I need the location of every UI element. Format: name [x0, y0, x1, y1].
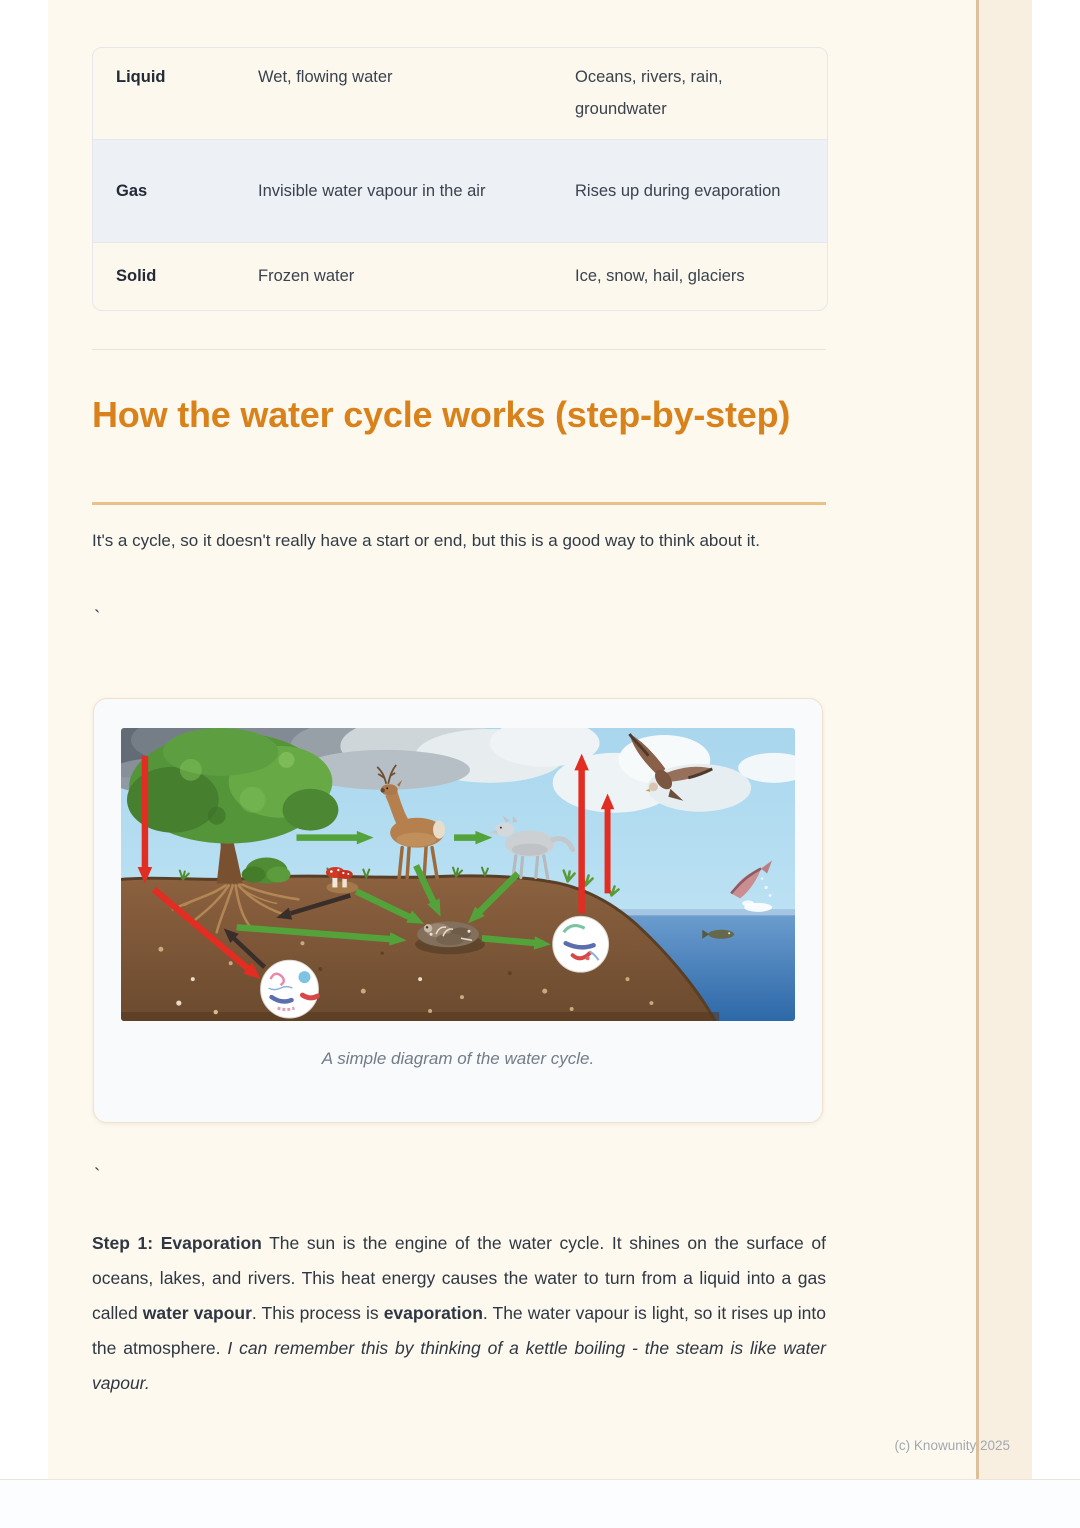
section-divider [92, 349, 826, 350]
microbe-circle-left [261, 960, 319, 1018]
step1-paragraph [92, 1226, 826, 1401]
table-cell-examples: Oceans, rivers, rain, groundwater [575, 68, 723, 118]
stray-backtick: ` [94, 608, 101, 629]
heading-underline [92, 502, 826, 505]
step1-text: . The water vapour is light, so it rises up into the atmosphere. [92, 1303, 826, 1358]
section-heading: How the water cycle works (step-by-step) [92, 394, 791, 435]
term-water-vapour: water vapour [142, 1303, 252, 1323]
table-cell-description: Wet, flowing water [258, 68, 393, 86]
table-row [93, 139, 827, 242]
stray-backtick: ` [94, 1166, 101, 1187]
table-cell-description: Invisible water vapour in the air [228, 139, 537, 242]
copyright-label: (c) Knowunity 2025 [894, 1438, 1010, 1453]
table-row [93, 242, 827, 310]
table-cell-term: Liquid [116, 68, 166, 86]
intro-paragraph: It's a cycle, so it doesn't really have a start or end, but this is a good way to think about it. [92, 531, 760, 550]
term-evaporation: evaporation [383, 1303, 483, 1323]
microbe-circle-right [553, 916, 609, 972]
step1-label: Step 1: Evaporation [92, 1233, 262, 1253]
table-cell-examples: Ice, snow, hail, glaciers [537, 242, 827, 310]
step1-text: The sun is the engine of the water cycle. It shines on the surface of oceans, lakes, and rivers. This heat energy causes the water to turn from a liquid into a gas called [92, 1233, 826, 1323]
table-cell-term: Gas [93, 139, 228, 242]
step1-text: . This process is [251, 1303, 384, 1323]
soil-bottom-shade [121, 1012, 719, 1021]
figure-caption: A simple diagram of the water cycle. [321, 1049, 595, 1068]
table-cell-description: Frozen water [228, 242, 537, 310]
table-row [93, 48, 827, 139]
table-cell-examples: Rises up during evaporation [537, 139, 827, 242]
water-cycle-image [121, 728, 795, 1021]
page-bottom-strip [0, 1479, 1080, 1528]
table-cell-term: Solid [93, 242, 228, 310]
step1-memory-tip: I can remember this by thinking of a kettle boiling - the steam is like water vapour. [92, 1338, 826, 1393]
states-of-water-table [92, 47, 828, 311]
right-margin-panel [979, 0, 1032, 1479]
figure-card [93, 698, 823, 1123]
